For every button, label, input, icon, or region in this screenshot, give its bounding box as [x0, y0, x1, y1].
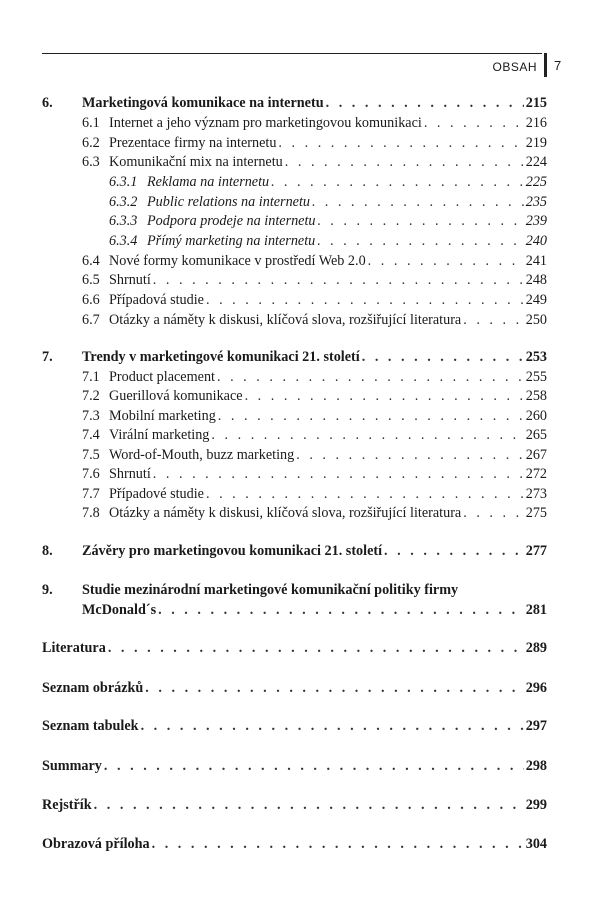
- toc-entry: [82, 425, 547, 445]
- toc-entry-number: 7.4: [82, 427, 100, 443]
- toc-leader-dots: [317, 231, 523, 251]
- toc-entry-number: 6.2: [82, 135, 100, 151]
- toc-entry-page: 235: [525, 194, 547, 210]
- toc-leader-dots: [326, 93, 524, 113]
- header-section-label: OBSAH: [492, 60, 537, 74]
- toc-entry-title: Závěry pro marketingovou komunikaci 21. století: [82, 543, 383, 559]
- toc-entry-page: 219: [525, 135, 547, 151]
- toc-entry: [109, 231, 547, 251]
- toc-entry-page: 298: [525, 758, 547, 774]
- toc-leader-dots: [384, 541, 524, 561]
- toc-entry: [42, 795, 547, 815]
- toc-entry-title: Internet a jeho význam pro marketingovou komunikaci: [109, 115, 422, 131]
- toc-entry-page: 281: [525, 602, 547, 618]
- toc-entry-number: 6.4: [82, 253, 100, 269]
- toc-entry-page: 216: [525, 115, 547, 131]
- toc-leader-dots: [463, 310, 523, 330]
- toc-leader-dots: [145, 678, 523, 698]
- toc-entry-number: 8.: [42, 543, 53, 559]
- toc-entry-number: 6.: [42, 95, 53, 111]
- toc-leader-dots: [211, 425, 523, 445]
- toc-entry-page: 224: [525, 154, 547, 170]
- toc-entry-page: 250: [525, 312, 547, 328]
- toc-entry: [82, 386, 547, 406]
- toc-entry-title: Komunikační mix na internetu: [109, 154, 283, 170]
- toc-entry: [42, 678, 547, 698]
- toc-entry-number: 7.1: [82, 369, 100, 385]
- toc-entry-page: 304: [525, 836, 547, 852]
- toc-entry-title: Literatura: [42, 640, 106, 656]
- toc-leader-dots: [278, 133, 523, 153]
- toc-leader-dots: [463, 503, 523, 523]
- toc-entry-page: 289: [525, 640, 547, 656]
- toc-entry-page: 248: [525, 272, 547, 288]
- toc-leader-dots: [218, 406, 524, 426]
- toc-entry: [109, 172, 547, 192]
- toc-entry-page: 260: [525, 408, 547, 424]
- toc-entry: [82, 152, 547, 172]
- toc-entry-number: 6.1: [82, 115, 100, 131]
- toc-entry: [42, 93, 547, 113]
- toc-entry-page: 296: [525, 680, 547, 696]
- toc-entry-title: Shrnutí: [109, 272, 151, 288]
- toc-entry-number: 7.2: [82, 388, 100, 404]
- toc-entry-page: 258: [525, 388, 547, 404]
- toc-leader-dots: [368, 251, 524, 271]
- toc-entry-title: Seznam obrázků: [42, 680, 144, 696]
- toc-entry-page: 215: [525, 95, 547, 111]
- toc-entry: [42, 716, 547, 736]
- toc-entry: [82, 133, 547, 153]
- toc-entry-title: Případové studie: [109, 486, 204, 502]
- toc-entry-page: 240: [525, 233, 547, 249]
- toc-leader-dots: [206, 290, 524, 310]
- toc-leader-dots: [206, 484, 524, 504]
- toc-entry-title: Public relations na internetu: [147, 194, 311, 210]
- toc-leader-dots: [104, 756, 524, 776]
- toc-entry-page: 239: [525, 213, 547, 229]
- toc-leader-dots: [362, 347, 524, 367]
- toc-entry-page: 241: [525, 253, 547, 269]
- toc-entry: [82, 367, 547, 387]
- toc-entry-title: Trendy v marketingové komunikaci 21. století: [82, 349, 360, 365]
- toc-entry: [82, 406, 547, 426]
- toc-entry: [82, 484, 547, 504]
- toc-entry-page: 249: [525, 292, 547, 308]
- toc-entry: [42, 347, 547, 367]
- toc-entry: [42, 638, 547, 658]
- toc-entry: [82, 113, 547, 133]
- toc-entry: [42, 580, 547, 600]
- toc-entry-number: 7.: [42, 349, 53, 365]
- toc-entry-title: Guerillová komunikace: [109, 388, 243, 404]
- toc-entry-number: 6.3.2: [109, 194, 138, 210]
- toc-entry: [82, 464, 547, 484]
- toc-entry-number: 7.6: [82, 466, 100, 482]
- toc-leader-dots: [108, 638, 524, 658]
- toc-entry: [42, 756, 547, 776]
- toc-entry-number: 6.5: [82, 272, 100, 288]
- toc-entry-title: Podpora prodeje na internetu: [147, 213, 316, 229]
- toc-entry: [42, 541, 547, 561]
- toc-entry: [82, 251, 547, 271]
- toc-entry-page: 265: [525, 427, 547, 443]
- toc-entry-title: Virální marketing: [109, 427, 210, 443]
- toc-entry-number: 7.5: [82, 447, 100, 463]
- toc-entry-number: 6.3.1: [109, 174, 138, 190]
- header-page-number: 7: [554, 58, 562, 73]
- toc-entry: [42, 834, 547, 854]
- toc-entry-title: Seznam tabulek: [42, 718, 139, 734]
- toc-entry-number: 7.8: [82, 505, 100, 521]
- toc-leader-dots: [153, 464, 524, 484]
- toc-entry: [42, 600, 547, 620]
- toc-entry: [82, 270, 547, 290]
- toc-entry-page: 272: [525, 466, 547, 482]
- toc-entry-title: McDonald´s: [82, 602, 157, 618]
- toc-entry-title: Shrnutí: [109, 466, 151, 482]
- toc-leader-dots: [94, 795, 524, 815]
- toc-entry: [109, 211, 547, 231]
- toc-leader-dots: [217, 367, 524, 387]
- toc-leader-dots: [312, 192, 524, 212]
- toc-entry-number: 6.3.4: [109, 233, 138, 249]
- toc-entry-title: Nové formy komunikace v prostředí Web 2.0: [109, 253, 366, 269]
- toc-entry-page: 277: [525, 543, 547, 559]
- toc-entry-title: Studie mezinárodní marketingové komunikační politiky firmy: [82, 582, 459, 598]
- toc-entry-number: 6.6: [82, 292, 100, 308]
- toc-entry-page: 275: [525, 505, 547, 521]
- toc-entry-page: 299: [525, 797, 547, 813]
- toc-entry-number: 9.: [42, 582, 53, 598]
- toc-entry-page: 273: [525, 486, 547, 502]
- toc-entry-title: Prezentace firmy na internetu: [109, 135, 277, 151]
- toc-entry-page: 255: [525, 369, 547, 385]
- toc-leader-dots: [318, 211, 524, 231]
- toc-entry-title: Mobilní marketing: [109, 408, 216, 424]
- toc-entry: [82, 445, 547, 465]
- toc-entry-number: 6.7: [82, 312, 100, 328]
- toc-leader-dots: [285, 152, 524, 172]
- toc-entry-title: Otázky a náměty k diskusi, klíčová slova, rozšiřující literatura: [109, 505, 462, 521]
- toc-leader-dots: [141, 716, 524, 736]
- toc-leader-dots: [296, 445, 524, 465]
- toc-entry-title: Přímý marketing na internetu: [147, 233, 316, 249]
- toc-entry-title: Případová studie: [109, 292, 204, 308]
- toc-entry-title: Rejstřík: [42, 797, 92, 813]
- toc-entry-title: Otázky a náměty k diskusi, klíčová slova, rozšiřující literatura: [109, 312, 462, 328]
- toc-leader-dots: [158, 600, 524, 620]
- toc-entry-page: 253: [525, 349, 547, 365]
- toc-leader-dots: [153, 270, 524, 290]
- toc-entry: [109, 192, 547, 212]
- toc-entry-page: 225: [525, 174, 547, 190]
- toc-entry-number: 6.3.3: [109, 213, 138, 229]
- toc-entry-title: Word-of-Mouth, buzz marketing: [109, 447, 295, 463]
- toc-entry-page: 267: [525, 447, 547, 463]
- toc-entry-title: Summary: [42, 758, 102, 774]
- toc-entry-title: Obrazová příloha: [42, 836, 150, 852]
- toc-leader-dots: [271, 172, 524, 192]
- toc-leader-dots: [152, 834, 524, 854]
- toc-entry-number: 7.7: [82, 486, 100, 502]
- toc-entry-title: Product placement: [109, 369, 215, 385]
- toc-entry-number: 6.3: [82, 154, 100, 170]
- toc-entry-number: 7.3: [82, 408, 100, 424]
- toc-entry-page: 297: [525, 718, 547, 734]
- toc-entry: [82, 310, 547, 330]
- toc-leader-dots: [245, 386, 524, 406]
- toc-leader-dots: [424, 113, 524, 133]
- toc-entry-title: Marketingová komunikace na internetu: [82, 95, 324, 111]
- toc-entry: [82, 290, 547, 310]
- toc-entry: [82, 503, 547, 523]
- toc-entry-title: Reklama na internetu: [147, 174, 270, 190]
